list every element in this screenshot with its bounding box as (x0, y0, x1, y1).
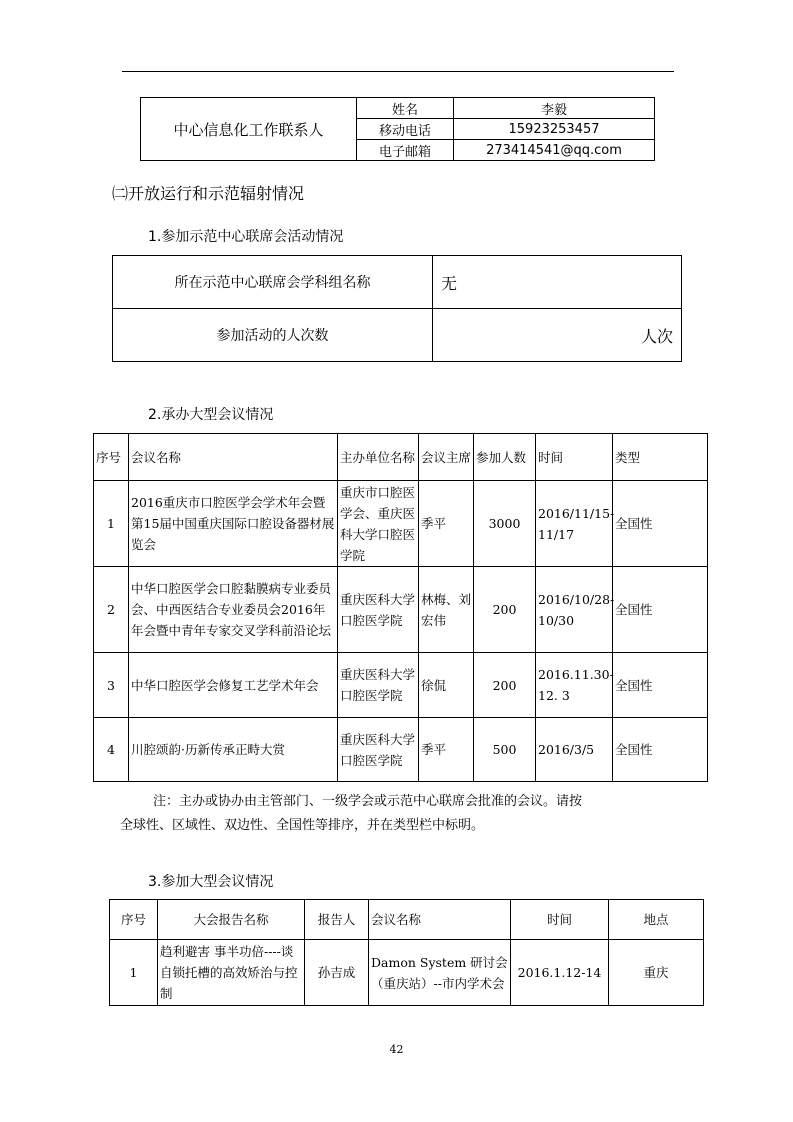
column-header: 主办单位名称 (338, 434, 419, 481)
row-number: 1 (110, 940, 158, 1006)
row-number: 2 (94, 567, 129, 653)
meeting-time: 2016/11/15-11/17 (536, 481, 613, 567)
contact-table (140, 97, 655, 161)
report-title: 趋利避害 事半功倍----谈自锁托槽的高效矫治与控制 (158, 940, 305, 1006)
host-unit: 重庆医科大学口腔医学院 (338, 567, 419, 653)
column-header: 时间 (536, 434, 613, 481)
table-row (94, 567, 708, 653)
subsection-title: 3.参加大型会议情况 (148, 874, 274, 890)
table-row (94, 481, 708, 567)
contact-label: 移动电话 (357, 119, 454, 140)
meeting-time: 2016.1.12-14 (511, 940, 609, 1006)
column-header: 地点 (609, 900, 704, 940)
column-header: 类型 (613, 434, 708, 481)
contact-label: 电子邮箱 (357, 140, 454, 161)
attended-meetings-table (109, 899, 704, 1006)
table-row (141, 98, 655, 119)
meeting-time: 2016/3/5 (536, 718, 613, 782)
contact-role: 中心信息化工作联系人 (141, 98, 357, 161)
meeting-name: Damon System 研讨会（重庆站）--市内学术会 (369, 940, 511, 1006)
alliance-table (112, 255, 682, 362)
host-unit: 重庆医科大学口腔医学院 (338, 653, 419, 718)
subsection-title: 2.承办大型会议情况 (148, 407, 274, 423)
column-header: 会议名称 (129, 434, 338, 481)
column-header: 时间 (511, 900, 609, 940)
meeting-type: 全国性 (613, 567, 708, 653)
column-header: 会议名称 (369, 900, 511, 940)
contact-value: 15923253457 (454, 119, 655, 140)
table-row (94, 718, 708, 782)
column-header: 报告人 (305, 900, 369, 940)
reporter: 孙吉成 (305, 940, 369, 1006)
host-unit: 重庆医科大学口腔医学院 (338, 718, 419, 782)
table-header-row (110, 900, 704, 940)
table-note (93, 790, 707, 838)
meeting-chair: 徐侃 (419, 653, 474, 718)
alliance-value: 人次 (433, 309, 682, 362)
table-row (94, 653, 708, 718)
column-header: 参加人数 (474, 434, 536, 481)
meeting-name: 中华口腔医学会修复工艺学术年会 (129, 653, 338, 718)
meeting-place: 重庆 (609, 940, 704, 1006)
alliance-label: 参加活动的人次数 (113, 309, 433, 362)
meeting-type: 全国性 (613, 653, 708, 718)
column-header: 序号 (110, 900, 158, 940)
attendee-count: 500 (474, 718, 536, 782)
note-line: 注：主办或协办由主管部门、一级学会或示范中心联席会批准的会议。请按 (153, 794, 583, 809)
attendee-count: 200 (474, 567, 536, 653)
attendee-count: 200 (474, 653, 536, 718)
contact-value: 李毅 (454, 98, 655, 119)
contact-label: 姓名 (357, 98, 454, 119)
row-number: 3 (94, 653, 129, 718)
row-number: 1 (94, 481, 129, 567)
meeting-type: 全国性 (613, 718, 708, 782)
column-header: 会议主席 (419, 434, 474, 481)
header-rule (122, 71, 674, 72)
alliance-label: 所在示范中心联席会学科组名称 (113, 256, 433, 309)
meeting-name: 川腔颂韵·历新传承正畤大赏 (129, 718, 338, 782)
note-line: 全球性、区域性、双边性、全国性等排序，并在类型栏中标明。 (120, 818, 485, 833)
table-row (110, 940, 704, 1006)
contact-value: 273414541@qq.com (454, 140, 655, 161)
page-number: 42 (389, 1043, 404, 1056)
row-number: 4 (94, 718, 129, 782)
meeting-chair: 季平 (419, 718, 474, 782)
meeting-time: 2016/10/28-10/30 (536, 567, 613, 653)
table-row (113, 309, 682, 362)
section-title: ㈡开放运行和示范辐射情况 (112, 184, 305, 203)
table-header-row (94, 434, 708, 481)
column-header: 大会报告名称 (158, 900, 305, 940)
host-unit: 重庆市口腔医学会、重庆医科大学口腔医学院 (338, 481, 419, 567)
meeting-time: 2016.11.30-12. 3 (536, 653, 613, 718)
table-row (113, 256, 682, 309)
hosted-meetings-table (93, 433, 708, 782)
attendee-count: 3000 (474, 481, 536, 567)
meeting-type: 全国性 (613, 481, 708, 567)
meeting-chair: 林梅、刘宏伟 (419, 567, 474, 653)
meeting-name: 2016重庆市口腔医学会学术年会暨第15届中国重庆国际口腔设备器材展览会 (129, 481, 338, 567)
subsection-title: 1.参加示范中心联席会活动情况 (148, 229, 344, 245)
meeting-chair: 季平 (419, 481, 474, 567)
alliance-value: 无 (433, 256, 682, 309)
column-header: 序号 (94, 434, 129, 481)
meeting-name: 中华口腔医学会口腔黏膜病专业委员会、中西医结合专业委员会2016年年会暨中青年专家交叉学科前沿论坛 (129, 567, 338, 653)
